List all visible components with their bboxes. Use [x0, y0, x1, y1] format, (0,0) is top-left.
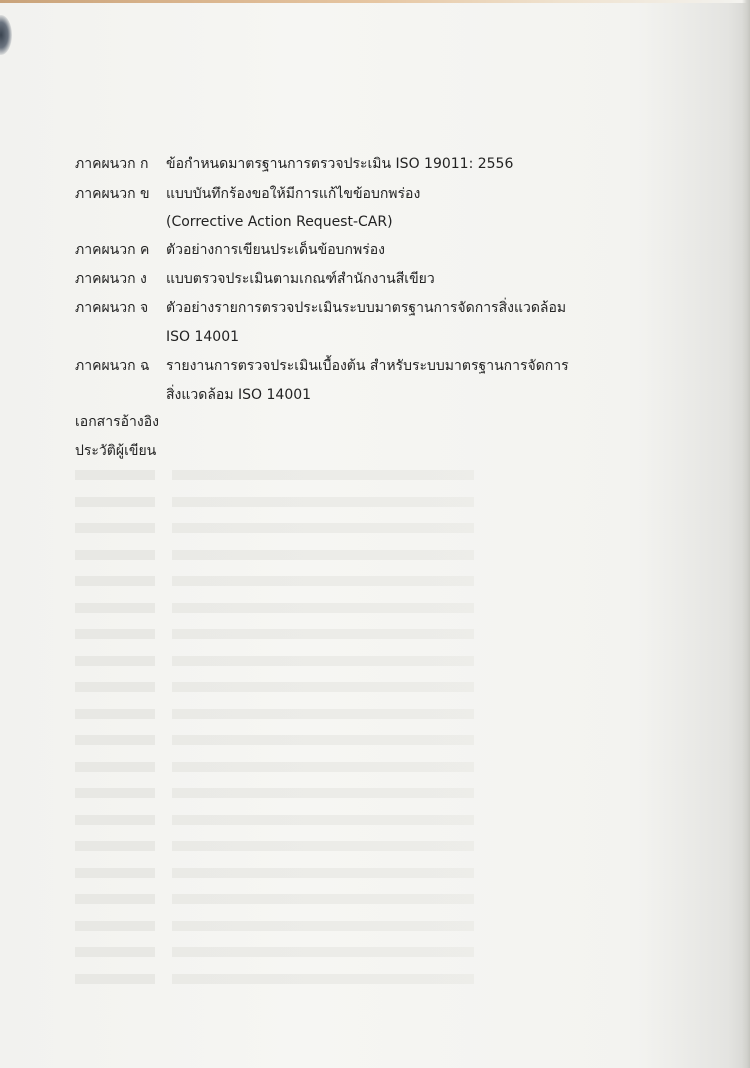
toc-label-appendix-e: ภาคผนวก จ	[75, 300, 149, 316]
toc-label-appendix-d: ภาคผนวก ง	[75, 271, 147, 287]
toc-label-appendix-f: ภาคผนวก ฉ	[75, 358, 150, 374]
toc-title-appendix-e: ตัวอย่างรายการตรวจประเมินระบบมาตรฐานการจัดการสิ่งแวดล้อม	[166, 300, 567, 316]
toc-title-appendix-f-line2: สิ่งแวดล้อม ISO 14001	[166, 387, 312, 403]
toc-label-appendix-a: ภาคผนวก ก	[75, 156, 149, 172]
bleed-through-lines	[75, 470, 645, 1000]
toc-label-appendix-c: ภาคผนวก ค	[75, 242, 150, 258]
toc-label-appendix-b: ภาคผนวก ข	[75, 186, 150, 202]
toc-title-appendix-b-line2: (Corrective Action Request-CAR)	[166, 214, 393, 230]
toc-label-author-bio: ประวัติผู้เขียน	[75, 443, 157, 459]
toc-title-appendix-a: ข้อกำหนดมาตรฐานการตรวจประเมิน ISO 19011: 2556	[166, 156, 514, 172]
binding-shadow	[0, 15, 12, 55]
page-edge-shadow	[742, 0, 750, 1068]
toc-title-appendix-e-line2: ISO 14001	[166, 329, 240, 345]
toc-title-appendix-f: รายงานการตรวจประเมินเบื้องต้น สำหรับระบบมาตรฐานการจัดการ	[166, 358, 569, 374]
toc-title-appendix-b: แบบบันทึกร้องขอให้มีการแก้ไขข้อบกพร่อง	[166, 186, 421, 202]
toc-title-appendix-d: แบบตรวจประเมินตามเกณฑ์สำนักงานสีเขียว	[166, 271, 435, 287]
top-edge-strip	[0, 0, 750, 3]
toc-title-appendix-c: ตัวอย่างการเขียนประเด็นข้อบกพร่อง	[166, 242, 385, 258]
toc-label-references: เอกสารอ้างอิง	[75, 414, 159, 430]
